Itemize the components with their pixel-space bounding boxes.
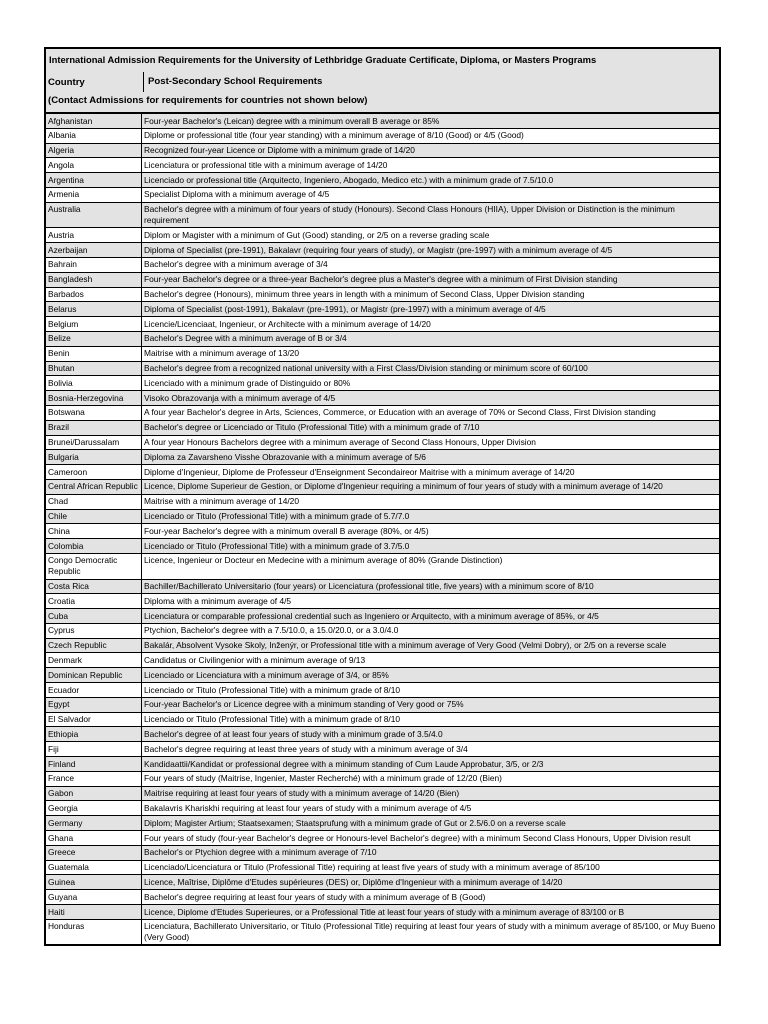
country-cell: Belize: [46, 331, 142, 346]
table-row: [46, 524, 719, 539]
requirement-cell: Licenciado/Licenciatura or Titulo (Professional Title) requiring at least five years of study with a minimum average of 85/100: [142, 860, 720, 875]
country-cell: Armenia: [46, 187, 142, 202]
country-cell: Congo Democratic Republic: [46, 553, 142, 579]
requirement-cell: Maitrise requiring at least four years of study with a minimum average of 14/20 (Bien): [142, 786, 720, 801]
country-cell: Central African Republic: [46, 479, 142, 494]
table-row: [46, 509, 719, 524]
requirement-cell: Maitrise with a minimum average of 13/20: [142, 346, 720, 361]
table-row: [46, 494, 719, 509]
country-cell: Ethiopia: [46, 727, 142, 742]
country-cell: Botswana: [46, 405, 142, 420]
country-cell: Haiti: [46, 905, 142, 920]
requirement-cell: Bakalár, Absolvent Vysoke Skoly, Inženýr, or Professional title with a minimum average of Very Good (Velmi Dobry), or 2/5 on a reverse scale: [142, 638, 720, 653]
table-row: [46, 287, 719, 302]
country-cell: Dominican Republic: [46, 668, 142, 683]
requirement-cell: Licence, Diplome d'Etudes Superieures, or a Professional Title at least four years of study with a minimum average of 83/100 or B: [142, 905, 720, 920]
requirement-cell: Licenciado or professional title (Arquitecto, Ingeniero, Abogado, Medico etc.) with a minimum grade of 7.5/10.0: [142, 173, 720, 188]
country-cell: China: [46, 524, 142, 539]
table-row: [46, 465, 719, 480]
requirement-cell: Bachelor's or Ptychion degree with a minimum average of 7/10: [142, 845, 720, 860]
requirement-cell: Licencie/Licenciaat, Ingenieur, or Architecte with a minimum average of 14/20: [142, 317, 720, 332]
country-cell: Germany: [46, 816, 142, 831]
country-cell: Georgia: [46, 801, 142, 816]
requirement-cell: Bachelor's degree with a minimum average of 3/4: [142, 257, 720, 272]
table-row: [46, 697, 719, 712]
requirement-cell: Bachelor's degree requiring at least four years of study with a minimum average of B (Good): [142, 890, 720, 905]
country-cell: Finland: [46, 757, 142, 772]
requirement-cell: Four years of study (four-year Bachelor's degree or Honours-level Bachelor's degree) with a minimum Second Class Honours, Upper Division result: [142, 831, 720, 846]
table-row: [46, 594, 719, 609]
table-row: [46, 228, 719, 243]
requirement-cell: Candidatus or Civilingenior with a minimum average of 9/13: [142, 653, 720, 668]
country-cell: Angola: [46, 158, 142, 173]
table-row: [46, 128, 719, 143]
country-cell: Ghana: [46, 831, 142, 846]
requirement-cell: Kandidaattii/Kandidat or professional degree with a minimum standing of Cum Laude Approbatur, 3/5, or 2/3: [142, 757, 720, 772]
table-row: [46, 539, 719, 554]
requirement-cell: Licenciado or Titulo (Professional Title) with a minimum grade of 8/10: [142, 712, 720, 727]
requirement-cell: A four year Honours Bachelors degree with a minimum average of Second Class Honours, Upper Division: [142, 435, 720, 450]
requirement-cell: Licenciado or Titulo (Professional Title) with a minimum grade of 5.7/7.0: [142, 509, 720, 524]
requirement-cell: Four-year Bachelor's (Leican) degree with a minimum overall B average or 85%: [142, 114, 720, 128]
country-cell: Ecuador: [46, 683, 142, 698]
requirement-cell: Licenciado or Titulo (Professional Title) with a minimum grade of 3.7/5.0: [142, 539, 720, 554]
requirement-cell: Licenciatura or comparable professional credential such as Ingeniero or Arquitecto, with a minimum average of 85%, or 4/5: [142, 609, 720, 624]
country-cell: Greece: [46, 845, 142, 860]
table-row: [46, 875, 719, 890]
requirement-cell: Four-year Bachelor's degree or a three-year Bachelor's degree plus a Master's degree with a minimum of First Division standing: [142, 272, 720, 287]
requirement-cell: Maitrise with a minimum average of 14/20: [142, 494, 720, 509]
table-row: [46, 831, 719, 846]
table-row: [46, 816, 719, 831]
page-title: International Admission Requirements for the University of Lethbridge Graduate Certificate, Diploma, or Masters Programs: [49, 54, 597, 65]
table-row: [46, 609, 719, 624]
requirement-cell: Licenciado or Titulo (Professional Title) with a minimum grade of 8/10: [142, 683, 720, 698]
table-row: [46, 272, 719, 287]
country-cell: Honduras: [46, 919, 142, 944]
requirement-cell: Licenciado or Licenciatura with a minimum average of 3/4, or 85%: [142, 668, 720, 683]
country-cell: Bahrain: [46, 257, 142, 272]
country-cell: Czech Republic: [46, 638, 142, 653]
country-cell: El Salvador: [46, 712, 142, 727]
table-row: [46, 801, 719, 816]
country-cell: Australia: [46, 202, 142, 228]
table-row: [46, 668, 719, 683]
country-cell: Cyprus: [46, 623, 142, 638]
requirement-cell: Licence, Maîtrise, Diplôme d'Etudes supérieures (DES) or, Diplôme d'Ingenieur with a minimum average of 14/20: [142, 875, 720, 890]
requirement-cell: Four-year Bachelor's degree with a minimum overall B average (80%, or 4/5): [142, 524, 720, 539]
country-cell: Guyana: [46, 890, 142, 905]
table-row: [46, 302, 719, 317]
requirement-cell: Recognized four-year Licence or Diplome with a minimum grade of 14/20: [142, 143, 720, 158]
table-row: [46, 405, 719, 420]
country-cell: Austria: [46, 228, 142, 243]
requirement-cell: Bachelor's degree of at least four years of study with a minimum grade of 3.5/4.0: [142, 727, 720, 742]
requirement-cell: Licence, Ingenieur or Docteur en Medecine with a minimum average of 80% (Grande Distinction): [142, 553, 720, 579]
country-cell: Bolivia: [46, 376, 142, 391]
country-cell: Brazil: [46, 420, 142, 435]
table-row: [46, 579, 719, 594]
requirement-cell: Diploma with a minimum average of 4/5: [142, 594, 720, 609]
table-row: [46, 653, 719, 668]
table-row: [46, 890, 719, 905]
table-row: [46, 845, 719, 860]
country-cell: Azerbaijan: [46, 243, 142, 258]
requirement-cell: Ptychion, Bachelor's degree with a 7.5/10.0, a 15.0/20.0, or a 3.0/4.0: [142, 623, 720, 638]
table-row: [46, 919, 719, 944]
table-row: [46, 173, 719, 188]
table-row: [46, 435, 719, 450]
table-row: [46, 757, 719, 772]
contact-admissions-note: (Contact Admissions for requirements for countries not shown below): [48, 95, 368, 106]
column-header-requirements: Post-Secondary School Requirements: [143, 72, 322, 92]
requirement-cell: Bachelor's Degree with a minimum average of B or 3/4: [142, 331, 720, 346]
country-cell: Brunei/Darussalam: [46, 435, 142, 450]
country-cell: Algeria: [46, 143, 142, 158]
requirement-cell: A four year Bachelor's degree in Arts, Sciences, Commerce, or Education with an average of 70% or Second Class, First Division standing: [142, 405, 720, 420]
requirement-cell: Specialist Diploma with a minimum average of 4/5: [142, 187, 720, 202]
table-row: [46, 346, 719, 361]
table-row: [46, 317, 719, 332]
requirement-cell: Bachelor's degree or Licenciado or Titulo (Professional Title) with a minimum grade of 7/10: [142, 420, 720, 435]
requirement-cell: Bachelor's degree with a minimum of four years of study (Honours). Second Class Honours (HIIA), Upper Division or Distinction is the minimum requirement: [142, 202, 720, 228]
table-row: [46, 114, 719, 128]
table-row: [46, 479, 719, 494]
table-body: [46, 114, 719, 944]
country-cell: Bhutan: [46, 361, 142, 376]
requirement-cell: Bachelor's degree from a recognized national university with a First Class/Division standing or minimum score of 60/100: [142, 361, 720, 376]
table-row: [46, 683, 719, 698]
table-row: [46, 786, 719, 801]
table-row: [46, 391, 719, 406]
table-row: [46, 727, 719, 742]
requirement-cell: Diplome d'Ingenieur, Diplome de Professeur d'Enseignment Secondaireor Maitrise with a minimum average of 14/20: [142, 465, 720, 480]
requirement-cell: Bachelor's degree requiring at least three years of study with a minimum average of 3/4: [142, 742, 720, 757]
country-cell: Fiji: [46, 742, 142, 757]
country-cell: Croatia: [46, 594, 142, 609]
table-row: [46, 143, 719, 158]
table-row: [46, 553, 719, 579]
table-row: [46, 742, 719, 757]
table-row: [46, 623, 719, 638]
requirement-cell: Bachiller/Bachillerato Universitario (four years) or Licenciatura (professional title, five years) with a minimum score of 8/10: [142, 579, 720, 594]
requirement-cell: Licenciado with a minimum grade of Distinguido or 80%: [142, 376, 720, 391]
table-row: [46, 202, 719, 228]
requirement-cell: Diploma za Zavarsheno Visshe Obrazovanie with a minimum average of 5/6: [142, 450, 720, 465]
country-cell: Bosnia-Herzegovina: [46, 391, 142, 406]
country-cell: Belgium: [46, 317, 142, 332]
requirement-cell: Diplom or Magister with a minimum of Gut (Good) standing, or 2/5 on a reverse grading scale: [142, 228, 720, 243]
table-row: [46, 450, 719, 465]
requirement-cell: Four-year Bachelor's or Licence degree with a minimum standing of Very good or 75%: [142, 697, 720, 712]
requirement-cell: Four years of study (Maitrise, Ingenier, Master Recherché) with a minimum grade of 12/20 (Bien): [142, 771, 720, 786]
column-headers: [46, 72, 719, 92]
table-header: [46, 49, 719, 114]
requirements-table: [46, 114, 719, 944]
requirement-cell: Licenciatura or professional title with a minimum average of 14/20: [142, 158, 720, 173]
country-cell: Barbados: [46, 287, 142, 302]
country-cell: Bulgaria: [46, 450, 142, 465]
country-cell: Benin: [46, 346, 142, 361]
country-cell: Argentina: [46, 173, 142, 188]
country-cell: Guatemala: [46, 860, 142, 875]
table-row: [46, 905, 719, 920]
requirement-cell: Diploma of Specialist (pre-1991), Bakalavr (requiring four years of study), or Magistr (pre-1997) with a minimum average of 4/5: [142, 243, 720, 258]
country-cell: Colombia: [46, 539, 142, 554]
table-row: [46, 257, 719, 272]
country-cell: Gabon: [46, 786, 142, 801]
country-cell: Belarus: [46, 302, 142, 317]
requirement-cell: Licence, Diplome Superieur de Gestion, or Diplome d'Ingenieur requiring a minimum of four years of study with a minimum average of 14/20: [142, 479, 720, 494]
country-cell: Albania: [46, 128, 142, 143]
table-row: [46, 638, 719, 653]
country-cell: Costa Rica: [46, 579, 142, 594]
admission-requirements-table: [44, 47, 721, 946]
requirement-cell: Diploma of Specialist (post-1991), Bakalavr (pre-1991), or Magistr (pre-1997) with a minimum average of 4/5: [142, 302, 720, 317]
table-row: [46, 187, 719, 202]
country-cell: Egypt: [46, 697, 142, 712]
column-header-country: Country: [48, 76, 85, 88]
country-cell: Cuba: [46, 609, 142, 624]
requirement-cell: Licenciatura, Bachillerato Universitario, or Titulo (Professional Title) requiring at least four years of study with a minimum average of 85/100, or Muy Bueno (Very Good): [142, 919, 720, 944]
country-cell: Cameroon: [46, 465, 142, 480]
country-cell: Guinea: [46, 875, 142, 890]
table-row: [46, 331, 719, 346]
table-row: [46, 243, 719, 258]
table-row: [46, 860, 719, 875]
country-cell: France: [46, 771, 142, 786]
requirement-cell: Diplom; Magister Artium; Staatsexamen; Staatsprufung with a minimum grade of Gut or 2.5/6.0 on a reverse scale: [142, 816, 720, 831]
table-row: [46, 376, 719, 391]
table-row: [46, 712, 719, 727]
table-row: [46, 158, 719, 173]
country-cell: Bangladesh: [46, 272, 142, 287]
table-row: [46, 361, 719, 376]
country-cell: Chad: [46, 494, 142, 509]
requirement-cell: Visoko Obrazovanja with a minimum average of 4/5: [142, 391, 720, 406]
country-cell: Denmark: [46, 653, 142, 668]
requirement-cell: Bakalavris Khariskhi requiring at least four years of study with a minimum average of 4/5: [142, 801, 720, 816]
country-cell: Chile: [46, 509, 142, 524]
table-row: [46, 771, 719, 786]
requirement-cell: Diplome or professional title (four year standing) with a minimum average of 8/10 (Good) or 4/5 (Good): [142, 128, 720, 143]
requirement-cell: Bachelor's degree (Honours), minimum three years in length with a minimum of Second Class, Upper Division standing: [142, 287, 720, 302]
country-cell: Afghanistan: [46, 114, 142, 128]
table-row: [46, 420, 719, 435]
